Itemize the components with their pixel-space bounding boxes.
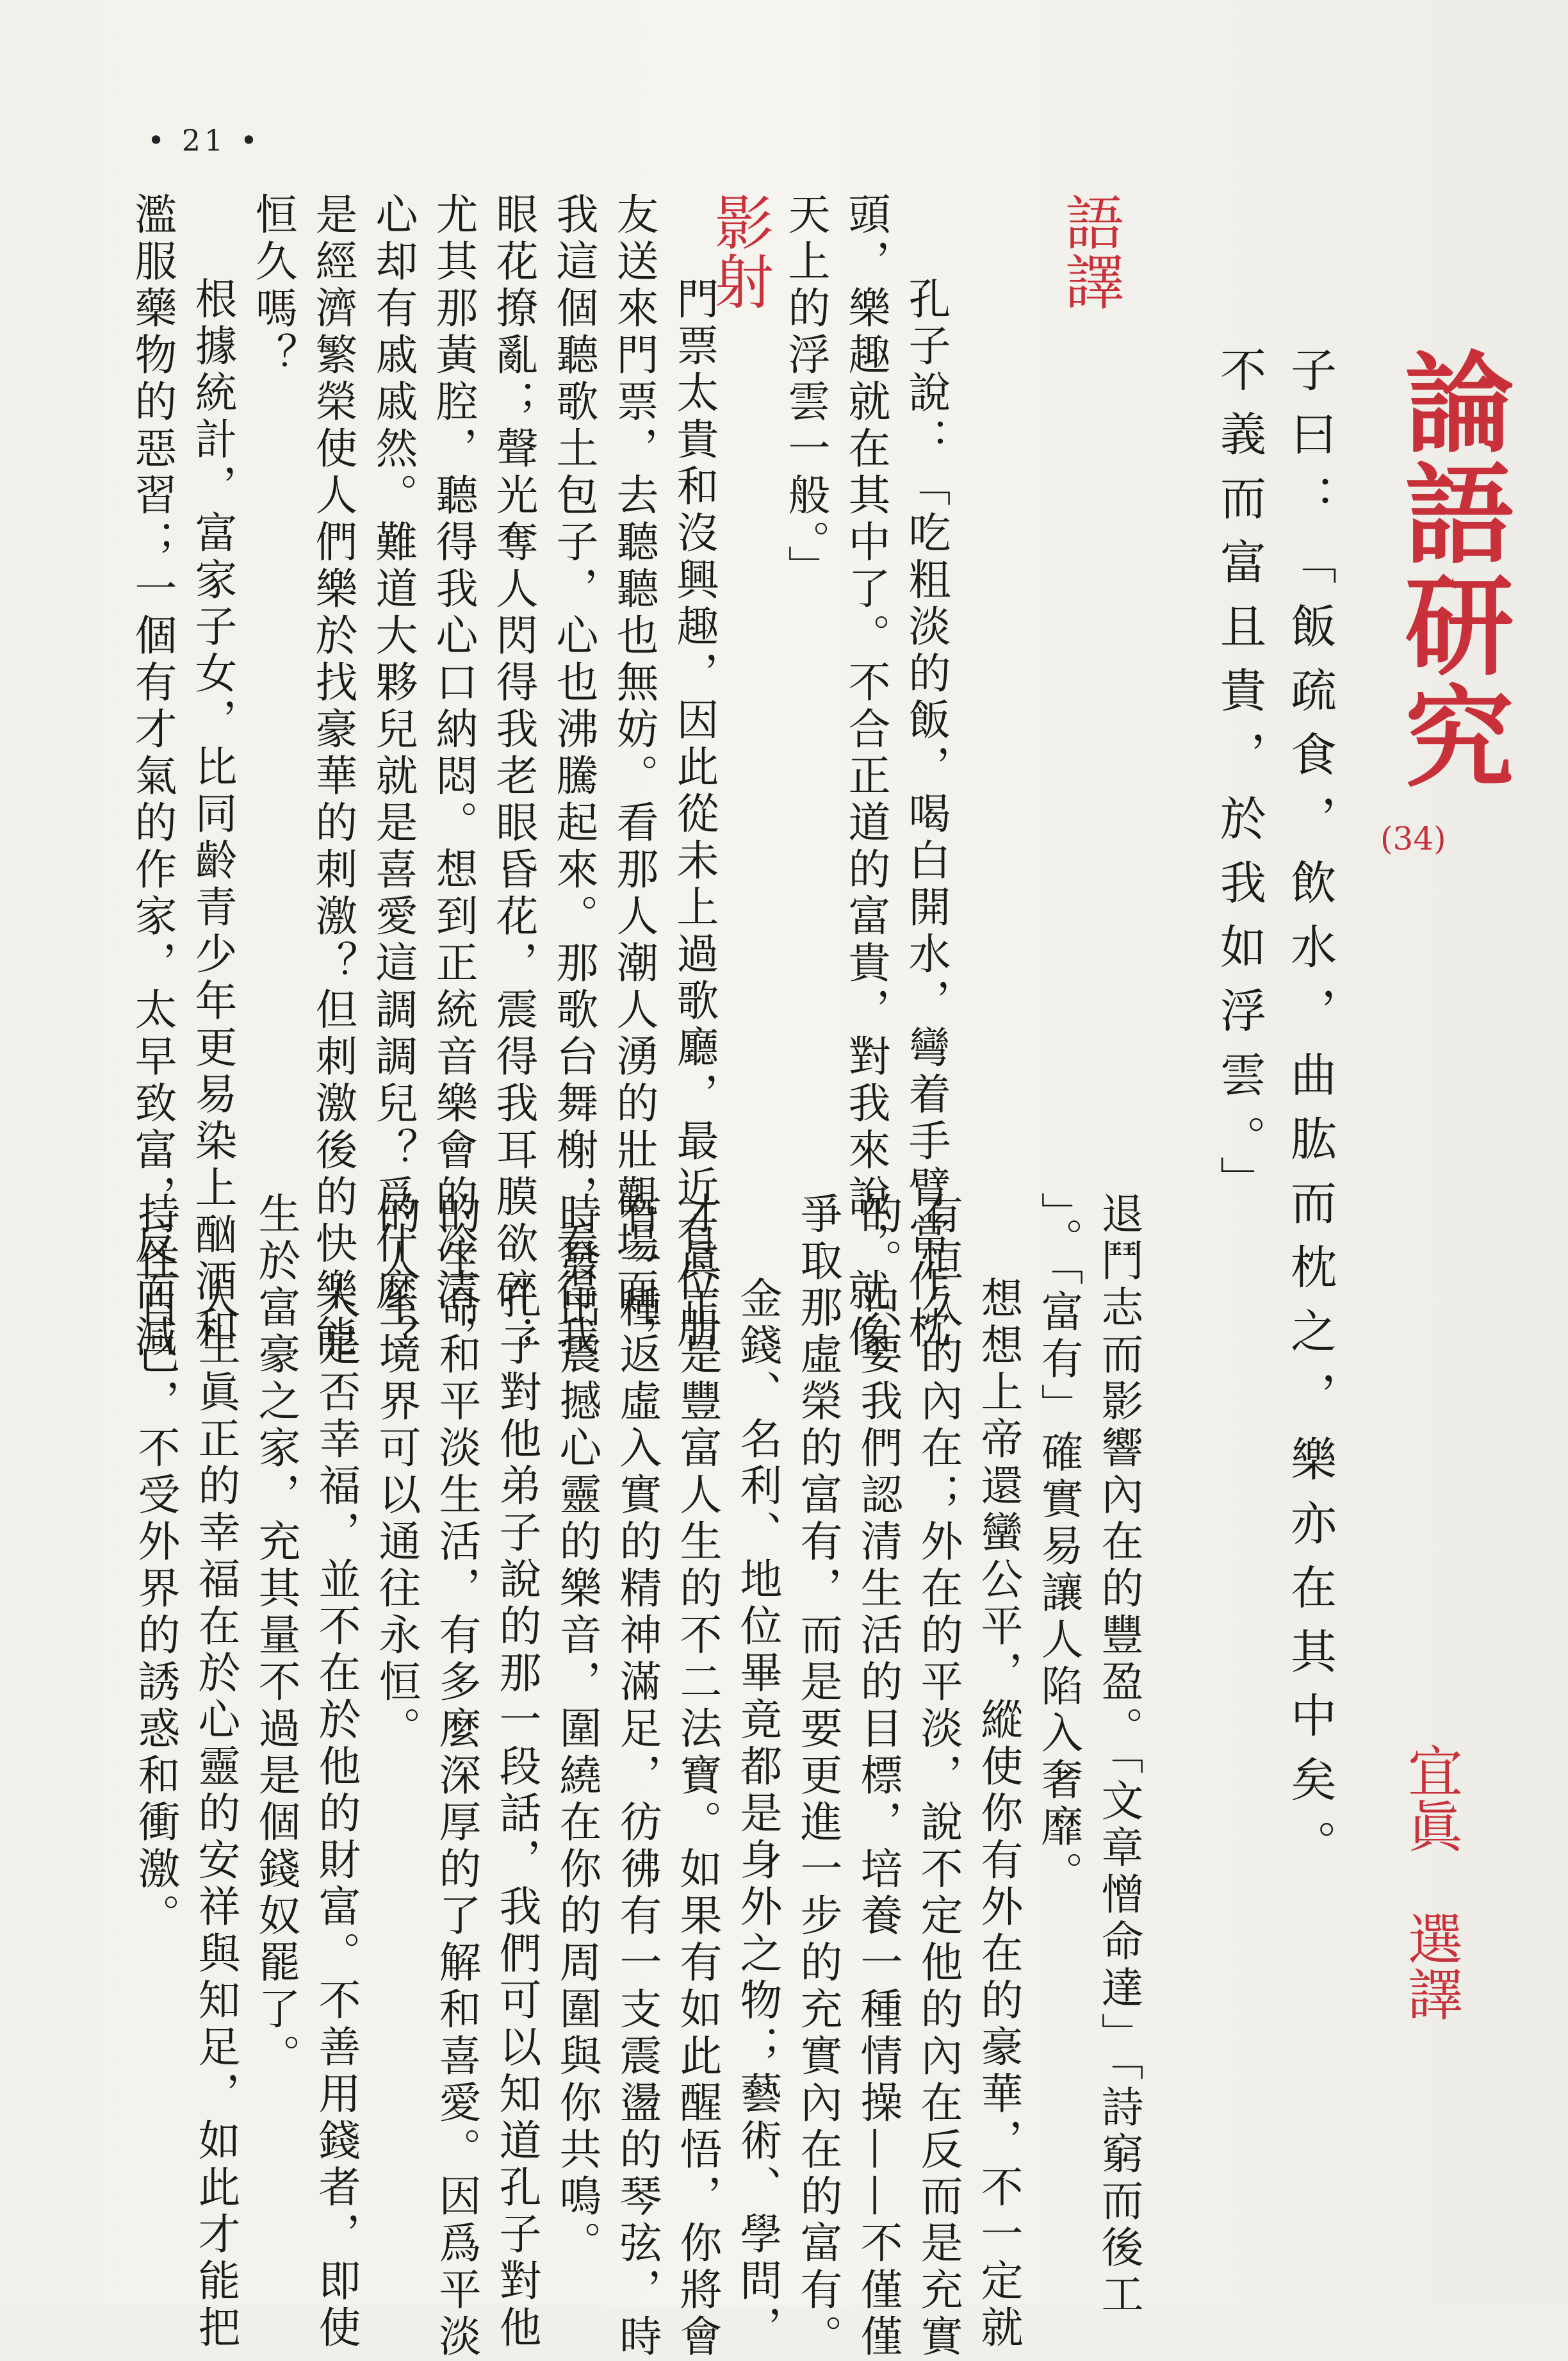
paragraph-line: 濫服藥物的惡習；一個有才氣的作家，太早致富，反而減 xyxy=(127,192,177,1361)
paragraph-line: 孔子對他弟子說的那一段話，我們可以知道孔子對他 xyxy=(492,1276,541,2352)
paragraph-line: 天上的浮雲一般。」 xyxy=(781,192,830,592)
author-credit xyxy=(1398,1743,1462,2021)
quote-line: 不義而富且貴，於我如浮雲。」 xyxy=(1213,346,1266,1220)
analects-quote xyxy=(1204,346,1345,1884)
paragraph-line: 退鬥志而影響內在的豐盈。「文章憎命達」「詩窮而後工 xyxy=(1094,1192,1143,2319)
paragraph-line: 」。「富有」確實易讓人陷入奢靡。 xyxy=(1034,1192,1083,1898)
translation-text xyxy=(775,192,956,1361)
paragraph-line: 根據統計，富家子女，比同齡青少年更易染上酗酒和 xyxy=(188,277,237,1353)
continuation-text xyxy=(125,1192,1148,2361)
paragraph-line: 心却有戚戚然。難道大夥兒就是喜愛這調調兒？爲什麼？ xyxy=(368,192,418,1361)
paragraph-line: 人生眞正的幸福在於心靈的安祥與知足，如此才能把 xyxy=(191,1276,240,2352)
page-number: • 21 • xyxy=(147,123,262,158)
paragraph-line: 有一種返虛入實的精神滿足，彷彿有一支震盪的琴弦，時 xyxy=(612,1192,662,2361)
paragraph-line: 眼花撩亂；聲光奪人閃得我老眼昏花，震得我耳膜欲碎； xyxy=(489,192,538,1361)
paragraph-line: 爭取那虛榮的富有，而是要更進一步的充實內在的富有。 xyxy=(793,1192,842,2361)
reflection-text xyxy=(122,192,724,1361)
paragraph-line: 持住自己，不受外界的誘惑和衝激。 xyxy=(131,1192,180,1940)
paragraph-line: 的生命和平淡生活，有多麼深厚的了解和喜愛。因爲平淡 xyxy=(432,1192,481,2361)
paragraph-line: 尤其那黃腔，聽得我心口納悶。想到正統音樂會的冷清， xyxy=(429,192,478,1361)
author-role: 選譯 xyxy=(1398,1911,1462,2021)
paragraph-line: 時發出震撼心靈的樂音，圍繞在你的周圍與你共鳴。 xyxy=(552,1192,601,2267)
paragraph-line: 我這個聽歌土包子，心也沸騰起來。那歌台舞榭，看得我 xyxy=(549,192,598,1361)
paragraph-line: 才眞正是豐富人生的不二法寶。如果有如此醒悟，你將會 xyxy=(673,1192,722,2361)
quote-line: 子曰：「飯疏食，飲水，曲肱而枕之，樂亦在其中矣。 xyxy=(1283,346,1337,1884)
paragraph-line: 人是否幸福，並不在於他的財富。不善用錢者，即使 xyxy=(311,1276,361,2352)
author-name: 宜眞 xyxy=(1398,1743,1462,1853)
paragraph-line: 是經濟繁榮使人們樂於找豪華的刺激？但刺激後的快樂能 xyxy=(308,192,357,1361)
paragraph-line: 頭，樂趣就在其中了。不合正道的富貴，對我來說，就像 xyxy=(841,192,890,1361)
paragraph-line: 恒久嗎？ xyxy=(248,192,297,379)
paragraph-line: 孔子說：「吃粗淡的飯，喝白開水，彎着手臂當作枕 xyxy=(901,277,951,1353)
paragraph-line: 生於富豪之家，充其量不過是個錢奴罷了。 xyxy=(251,1192,300,2080)
section-heading-reflection: 影射 xyxy=(705,192,774,310)
paragraph-line: 門票太貴和沒興趣，因此從未上過歌廳，最近有位朋 xyxy=(669,277,719,1353)
paragraph-line: 的人生境界可以通往永恒。 xyxy=(372,1192,421,1753)
paragraph-line: 的。只要我們認清生活的目標，培養一種情操——不僅僅 xyxy=(853,1192,902,2361)
section-heading-translation: 語譯 xyxy=(1056,192,1124,310)
issue-number: (34) xyxy=(1380,820,1446,857)
paragraph-line: 有恒久的內在；外在的平淡，說不定他的內在反而是充實 xyxy=(913,1192,963,2361)
paragraph-line: 金錢、名利、地位畢竟都是身外之物；藝術、學問， xyxy=(733,1276,782,2352)
paragraph-line: 友送來門票，去聽聽也無妨。看那人潮人湧的壯觀場面， xyxy=(609,192,658,1361)
paragraph-line: 想想上帝還蠻公平，縱使你有外在的豪華，不一定就 xyxy=(974,1276,1023,2352)
article-title: 論語研究 xyxy=(1386,346,1513,792)
